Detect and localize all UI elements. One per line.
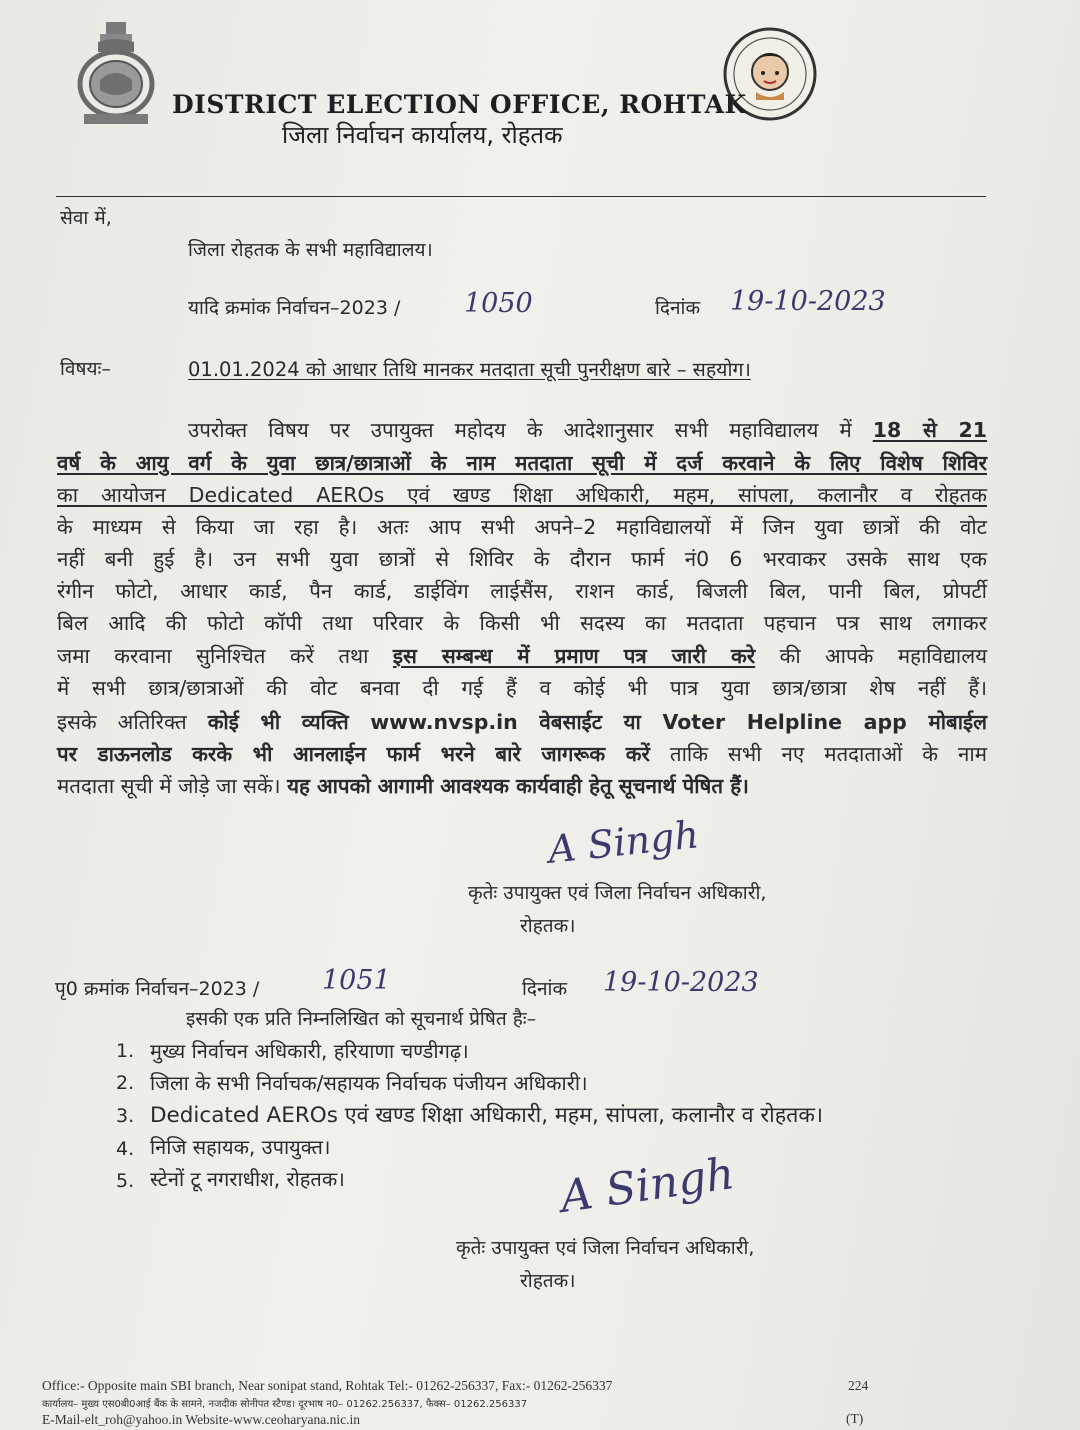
footer-code: 224 (848, 1378, 869, 1393)
reference-label: यादि क्रमांक निर्वाचन–2023 / (188, 297, 401, 319)
list-item: मुख्य निर्वाचन अधिकारी, हरियाणा चण्डीगढ़। (150, 1039, 469, 1063)
body-line: इसके अतिरिक्त कोई भी व्यक्ति www.nvsp.in वेबसाईट या Voter Helpline app मोबाईल (57, 710, 987, 734)
copy-intro: इसकी एक प्रति निम्नलिखित को सूचनार्थ प्रेषित हैः– (186, 1008, 537, 1030)
list-item-number: 3. (116, 1105, 135, 1127)
body-line: मतदाता सूची में जोड़े जा सकें। यह आपको आगामी आवश्यक कार्यवाही हेतू सूचनार्थ पेषित हैं। (57, 774, 749, 798)
office-title-hindi: जिला निर्वाचन कार्यालय, रोहतक (282, 121, 563, 149)
copy-date-label: दिनांक (522, 978, 568, 1000)
list-item: स्टेनों टू नगराधीश, रोहतक। (150, 1167, 345, 1191)
signature: A Singh (546, 812, 701, 872)
header-divider (56, 196, 986, 197)
haryana-state-emblem-icon (70, 20, 162, 130)
signatory-designation: कृतेः उपायुक्त एवं जिला निर्वाचन अधिकारी, (456, 1237, 755, 1259)
list-item: जिला के सभी निर्वाचक/सहायक निर्वाचक पंजीयन अधिकारी। (150, 1071, 588, 1095)
body-line: में सभी छात्र/छात्राओं की वोट बनवा दी गई हैं व कोई भी पात्र युवा छात्र/छात्रा शेष नहीं हैं। (57, 676, 987, 700)
list-item-number: 5. (116, 1170, 135, 1192)
body-line: नहीं बनी हुई है। उन सभी युवा छात्रों से शिविर के दौरान फार्म नं0 6 भरवाकर उसके साथ एक (57, 547, 987, 571)
salutation: सेवा में, (60, 207, 112, 229)
list-item: Dedicated AEROs एवं खण्ड शिक्षा अधिकारी, महम, सांपला, कलानौर व रोहतक। (150, 1103, 824, 1128)
signatory-place: रोहतक। (520, 915, 576, 937)
list-item-number: 1. (116, 1040, 135, 1062)
body-line: बिल आदि की फोटो कॉपी तथा परिवार के किसी भी सदस्य का मतदाता पहचान पत्र साथ लगाकर (57, 611, 987, 635)
copy-date: 19-10-2023 (603, 967, 759, 998)
footer-address: Office:- Opposite main SBI branch, Near sonipat stand, Rohtak Tel:- 01262-256337, Fax:- 01262-256337 (42, 1378, 613, 1393)
list-item-number: 4. (116, 1138, 135, 1160)
signatory-place: रोहतक। (520, 1270, 576, 1292)
subject-text: 01.01.2024 को आधार तिथि मानकर मतदाता सूची पुनरीक्षण बारे – सहयोग। (188, 358, 751, 381)
signatory-designation: कृतेः उपायुक्त एवं जिला निर्वाचन अधिकारी, (468, 882, 767, 904)
office-title-english: DISTRICT ELECTION OFFICE, ROHTAK (172, 90, 747, 119)
body-line: पर डाऊनलोड करके भी आनलाईन फार्म भरने बारे जागरूक करें ताकि सभी नए मतदाताओं के नाम (57, 742, 987, 766)
reference-number: 1050 (464, 288, 533, 319)
body-line: जमा करवाना सुनिश्चित करें तथा इस सम्बन्ध में प्रमाण पत्र जारी करे की आपके महाविद्यालय (57, 644, 987, 668)
letter-date: 19-10-2023 (730, 286, 886, 317)
body-line: के माध्यम से किया जा रहा है। अतः आप सभी अपने–2 महाविद्यालयों में जिन युवा छात्रों की वोट (57, 515, 987, 539)
body-line: का आयोजन Dedicated AEROs एवं खण्ड शिक्षा अधिकारी, महम, सांपला, कलानौर व रोहतक (57, 483, 987, 507)
copy-reference-number: 1051 (322, 965, 391, 996)
subject-label: विषयः– (60, 358, 111, 380)
footer-contact: E-Mail-elt_roh@yahoo.in Website-www.ceoharyana.nic.in (42, 1412, 360, 1427)
date-label: दिनांक (655, 297, 701, 319)
body-line: रंगीन फोटो, आधार कार्ड, पैन कार्ड, डाईविंग लाईसैंस, राशन कार्ड, बिजली बिल, पानी बिल, प्रोपर्टी (57, 579, 987, 603)
list-item: निजि सहायक, उपायुक्त। (150, 1135, 331, 1159)
footer-code-t: (T) (846, 1411, 864, 1426)
footer-address-hindi: कार्यालय– मुख्य एस0बी0आई बैंक के सामने, नजदीक सोनीपत स्टैण्ड। दूरभाष न0– 01262.256337, फैक्स– 01262.256337 (42, 1399, 528, 1410)
recipient: जिला रोहतक के सभी महाविद्यालय। (188, 239, 433, 261)
list-item-number: 2. (116, 1072, 135, 1094)
signature: A Singh (557, 1148, 738, 1223)
body-line: उपरोक्त विषय पर उपायुक्त महोदय के आदेशानुसार सभी महाविद्यालय में 18 से 21 (188, 418, 987, 442)
body-line: वर्ष के आयु वर्ग के युवा छात्र/छात्राओं के नाम मतदाता सूची में दर्ज करवाने के लिए विशेष शिविर (57, 451, 987, 475)
copy-reference-label: पृ0 क्रमांक निर्वाचन–2023 / (55, 978, 260, 1000)
